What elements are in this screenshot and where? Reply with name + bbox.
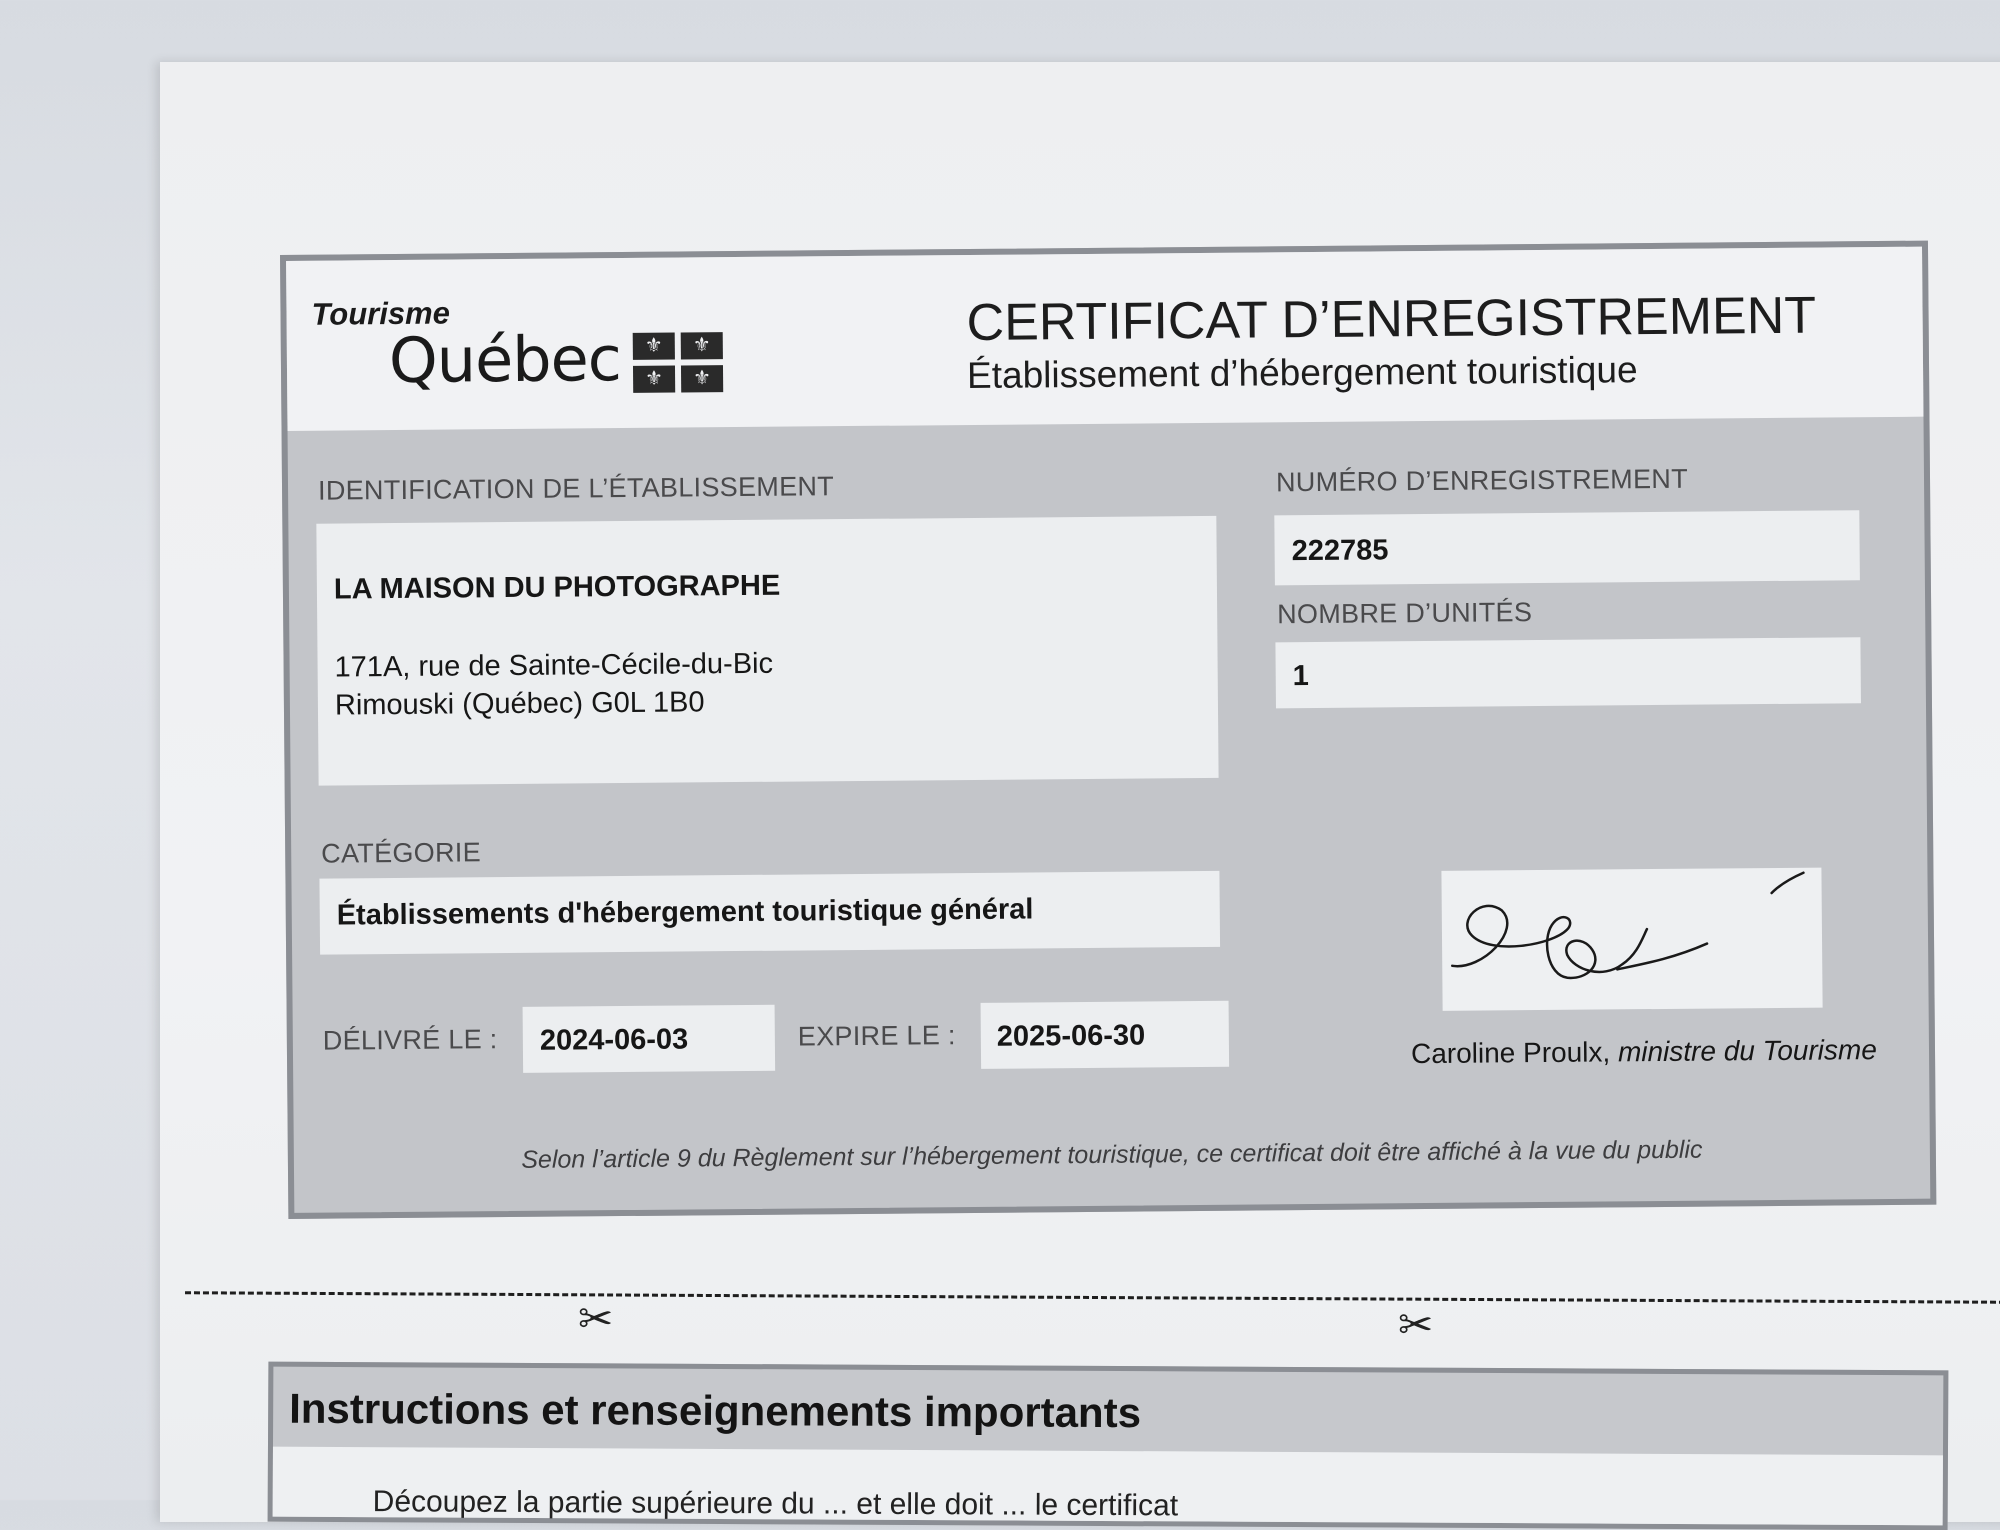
instructions-body bbox=[273, 1447, 1943, 1526]
establishment-name: LA MAISON DU PHOTOGRAPHE bbox=[333, 569, 781, 606]
expires-label: EXPIRE LE : bbox=[797, 1020, 956, 1052]
issued-date: 2024-06-03 bbox=[539, 1023, 689, 1057]
instructions-first-line: Découpez la partie supérieure du ... et elle doit ... le certificat bbox=[372, 1485, 1179, 1523]
category-box bbox=[319, 871, 1220, 955]
units-box bbox=[1275, 637, 1861, 708]
display-requirement-note: Selon l’article 9 du Règlement sur l’hébergement touristique, ce certificat doit être affiché à la vue du public bbox=[521, 1135, 1703, 1174]
scissors-icon: ✂ bbox=[1398, 1301, 1434, 1348]
fleur-de-lis-icon: ⚜ bbox=[633, 333, 675, 360]
signatory bbox=[1411, 1034, 1877, 1070]
registration-certificate bbox=[280, 241, 1936, 1219]
fleur-de-lis-icon: ⚜ bbox=[681, 332, 723, 359]
units-label: NOMBRE D’UNITÉS bbox=[1277, 597, 1533, 630]
scissors-icon: ✂ bbox=[578, 1295, 614, 1342]
handwritten-signature bbox=[1441, 868, 1822, 1011]
expires-date: 2025-06-30 bbox=[996, 1019, 1146, 1053]
issued-label: DÉLIVRÉ LE : bbox=[322, 1024, 498, 1056]
address-line-1: 171A, rue de Sainte-Cécile-du-Bic bbox=[334, 647, 774, 684]
quebec-flag-icon bbox=[633, 332, 724, 393]
category-label: CATÉGORIE bbox=[321, 837, 482, 869]
certificate-subtitle: Établissement d’hébergement touristique bbox=[966, 349, 1638, 397]
issued-date-box bbox=[523, 1005, 776, 1073]
logo-tourisme: Tourisme bbox=[311, 295, 451, 332]
signature-box bbox=[1441, 868, 1822, 1011]
identification-label: IDENTIFICATION DE L’ÉTABLISSEMENT bbox=[317, 471, 835, 506]
identification-box bbox=[316, 516, 1218, 786]
instructions-title: Instructions et renseignements importants bbox=[289, 1384, 1142, 1437]
certificate-header bbox=[286, 247, 1923, 431]
signatory-title: ministre du Tourisme bbox=[1617, 1034, 1877, 1068]
units-value: 1 bbox=[1292, 660, 1309, 693]
category-value: Établissements d'hébergement touristique général bbox=[336, 893, 1034, 932]
certificate-title: CERTIFICAT D’ENREGISTREMENT bbox=[966, 286, 1817, 353]
fleur-de-lis-icon: ⚜ bbox=[633, 366, 675, 393]
registration-number: 222785 bbox=[1291, 534, 1389, 568]
expires-date-box bbox=[981, 1001, 1230, 1069]
address-line-2: Rimouski (Québec) G0L 1B0 bbox=[334, 686, 705, 722]
registration-number-label: NUMÉRO D’ENREGISTREMENT bbox=[1275, 463, 1689, 498]
signatory-name: Caroline Proulx, bbox=[1410, 1036, 1611, 1070]
instructions-panel bbox=[268, 1362, 1949, 1530]
registration-number-box bbox=[1274, 510, 1860, 585]
fleur-de-lis-icon: ⚜ bbox=[681, 365, 723, 392]
logo-quebec: Québec bbox=[388, 322, 622, 398]
